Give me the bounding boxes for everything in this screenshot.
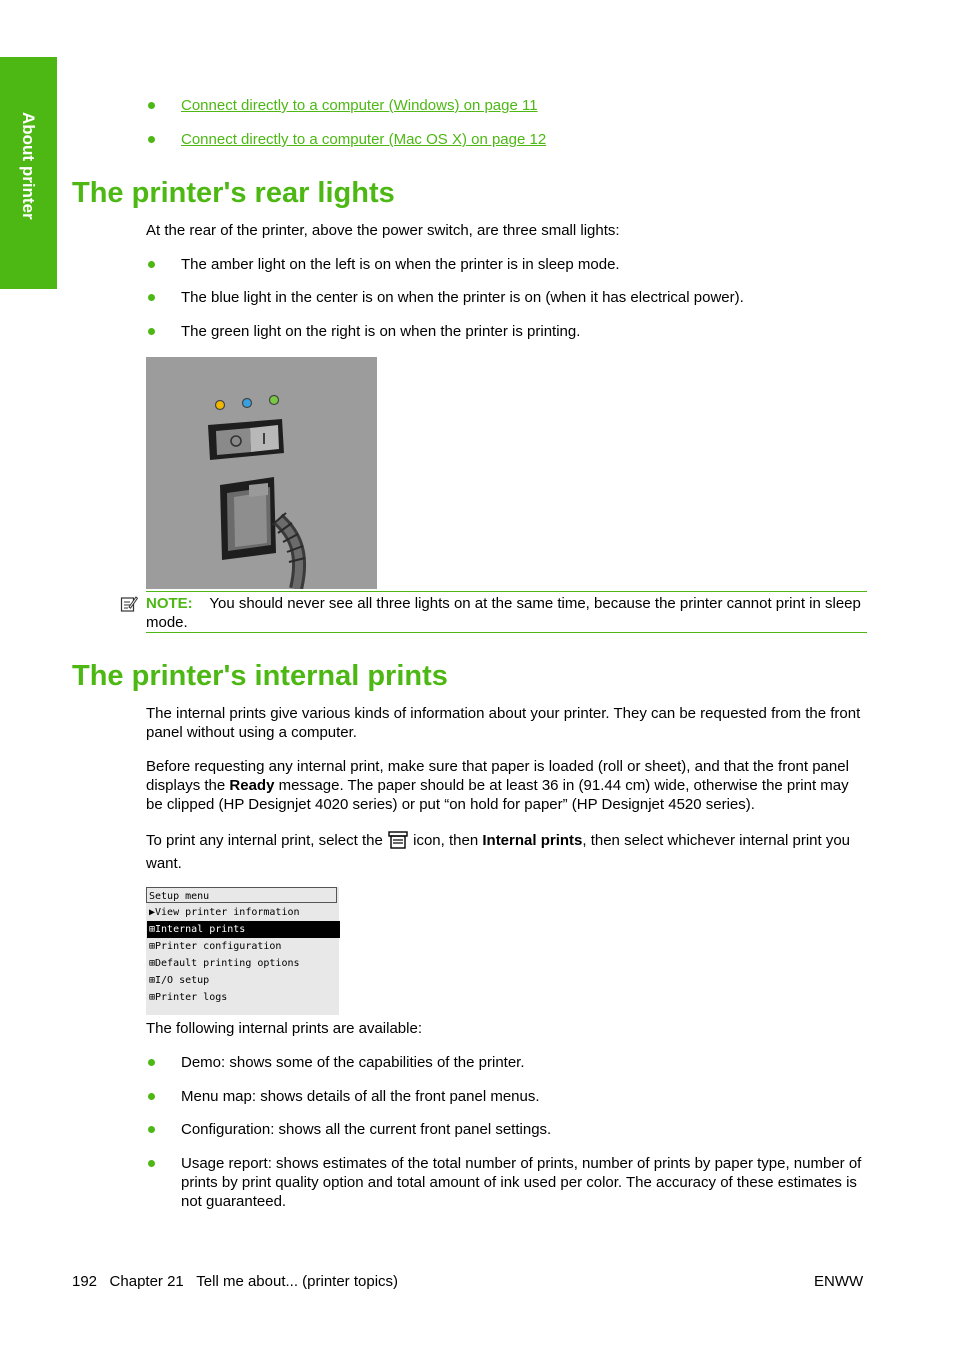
menu-item-view-printer-information[interactable]: ▶View printer information: [149, 907, 300, 918]
section-title-rear-lights: The printer's rear lights: [72, 177, 395, 209]
note-content: [146, 594, 868, 632]
side-tab: [0, 57, 57, 289]
footer-right: ENWW: [814, 1273, 864, 1290]
note-label: NOTE:: [146, 595, 193, 612]
list-item: Menu map: shows details of all the front panel menus.: [181, 1088, 540, 1105]
paragraph: [146, 829, 868, 875]
green-light-icon: [270, 396, 279, 405]
front-panel-menu: [146, 887, 339, 1015]
bullet: [148, 1059, 155, 1066]
amber-light-icon: [216, 401, 225, 410]
bullet: [148, 328, 155, 335]
bullet: [148, 261, 155, 268]
bullet: [148, 102, 155, 109]
list-item: The blue light in the center is on when the printer is on (when it has electrical power).: [181, 289, 744, 306]
text-run: , then select whichever internal print you want.: [146, 832, 851, 872]
menu-item-printer-configuration[interactable]: ⊞Printer configuration: [149, 941, 282, 952]
paragraph: The following internal prints are available:: [146, 1020, 422, 1037]
internal-prints-emphasis: Internal prints: [482, 832, 583, 849]
power-switch-icon: [208, 419, 284, 460]
note-text: You should never see all three lights on at the same time, because the printer cannot print in sleep mode.: [146, 595, 861, 631]
bullet: [148, 1126, 155, 1133]
menu-title: Setup menu: [146, 887, 337, 903]
text-run: icon, then: [408, 832, 483, 849]
bullet: [148, 136, 155, 143]
note-box: [146, 591, 867, 633]
text-run: message. The paper should be at least 36 in (91.44 cm) wide, otherwise the print may be clipped (HP Designjet 4020 series) or put “on hold for paper” (HP Designjet 4520 series).: [146, 777, 849, 813]
paragraph: The internal prints give various kinds of information about your printer. They can be requested from the front panel without using a computer.: [146, 705, 861, 741]
blue-light-icon: [243, 399, 252, 408]
rear-lights-illustration: [146, 357, 377, 589]
bullet: [148, 1160, 155, 1167]
ready-emphasis: Ready: [229, 777, 275, 794]
paragraph: [146, 757, 868, 814]
list-item: Usage report: shows estimates of the total number of prints, number of prints by paper type, number of prints by print quality option and total amount of ink used per color. The accuracy of these estimates is not guaranteed.: [181, 1155, 862, 1210]
menu-item-io-setup[interactable]: ⊞I/O setup: [149, 975, 210, 986]
list-item: The green light on the right is on when the printer is printing.: [181, 323, 581, 340]
link-macos[interactable]: Connect directly to a computer (Mac OS X) on page 12: [181, 131, 547, 148]
page-number: 192: [72, 1273, 98, 1290]
menu-item-internal-prints[interactable]: ⊞Internal prints: [147, 921, 340, 938]
note-icon: [120, 595, 138, 613]
bullet: [148, 1093, 155, 1100]
bullet: [148, 294, 155, 301]
text-run: Before requesting any internal print, make sure that paper is loaded (roll or sheet), and that the front panel displays the: [146, 758, 849, 794]
paragraph: At the rear of the printer, above the power switch, are three small lights:: [146, 222, 620, 239]
list-item: Demo: shows some of the capabilities of the printer.: [181, 1054, 525, 1071]
list-item: Configuration: shows all the current front panel settings.: [181, 1121, 552, 1138]
setup-menu-icon: [387, 830, 409, 850]
text-run: To print any internal print, select the: [146, 832, 387, 849]
menu-item-default-printing-options[interactable]: ⊞Default printing options: [149, 958, 300, 969]
link-windows[interactable]: Connect directly to a computer (Windows) on page 11: [181, 97, 538, 114]
footer-left: [72, 1272, 398, 1291]
chapter-title: Tell me about... (printer topics): [196, 1273, 399, 1290]
side-tab-label: About printer: [19, 112, 38, 220]
menu-item-printer-logs[interactable]: ⊞Printer logs: [149, 992, 228, 1003]
list-item: The amber light on the left is on when the printer is in sleep mode.: [181, 256, 620, 273]
chapter-number: Chapter 21: [109, 1273, 184, 1290]
section-title-internal-prints: The printer's internal prints: [72, 660, 448, 692]
